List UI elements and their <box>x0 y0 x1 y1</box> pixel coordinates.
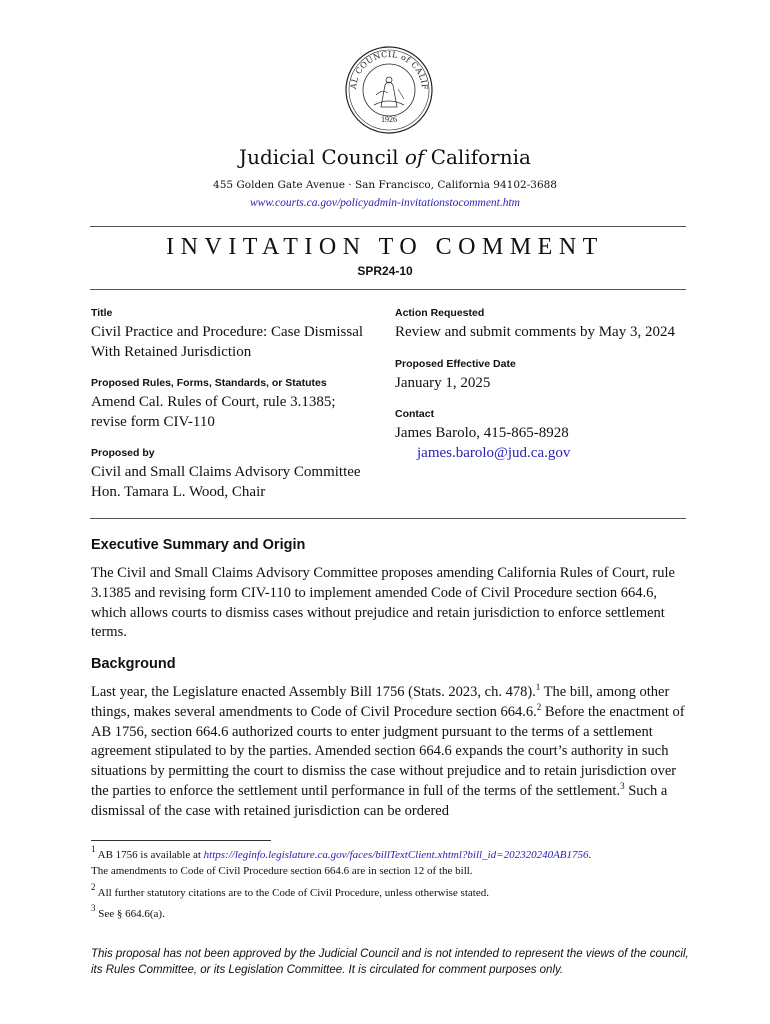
footnote-ref-2[interactable]: 2 <box>536 701 542 712</box>
effective-date-value: January 1, 2025 <box>395 375 491 391</box>
proposed-by-value <box>91 462 361 502</box>
footnote-3-text: See § 664.6(a). <box>95 908 165 920</box>
background-text-part-2: The bill, among other things, makes several amendments to Code of Civil Procedure section 664.6. <box>91 684 670 720</box>
footnote-1-text-b: . <box>588 849 592 861</box>
org-name-of: of <box>404 145 425 169</box>
footnote-2-number: 2 <box>91 882 96 892</box>
action-requested-value: Review and submit comments by May 3, 2024 <box>395 324 675 340</box>
footnote-3 <box>91 903 691 922</box>
contact-label: Contact <box>395 408 435 420</box>
seal-year: 1926 <box>381 115 397 124</box>
rules-line-1: Amend Cal. Rules of Court, rule 3.1385; <box>91 394 336 410</box>
effective-date-label: Proposed Effective Date <box>395 358 516 370</box>
footnote-1-text-a: AB 1756 is available at <box>95 849 204 861</box>
background-text <box>91 683 691 822</box>
footnote-2 <box>91 882 691 901</box>
footnote-3-number: 3 <box>91 903 96 913</box>
footnote-1-number: 1 <box>91 844 96 854</box>
title-line-2: With Retained Jurisdiction <box>91 344 252 360</box>
header-divider <box>90 289 686 290</box>
proposed-by-line-1: Civil and Small Claims Advisory Committee <box>91 464 361 480</box>
title-value <box>91 322 363 362</box>
footnote-divider <box>91 840 271 841</box>
executive-summary-text: The Civil and Small Claims Advisory Committee proposes amending California Rules of Court, rule 3.1385 and revising form CIV-110 to implement amended Code of Civil Procedure section 664.6, which allows courts to dismiss cases without prejudice and retain jurisdiction to enforce settlement terms. <box>91 565 675 641</box>
contact-email-link[interactable]: james.barolo@jud.ca.gov <box>417 445 571 461</box>
title-line-1: Civil Practice and Procedure: Case Dismissal <box>91 324 364 340</box>
background-text-part-4: Such a dismissal of the case with retained jurisdiction can be ordered <box>91 782 668 819</box>
rules-label: Proposed Rules, Forms, Standards, or Statutes <box>91 377 327 389</box>
executive-summary-heading: Executive Summary and Origin <box>91 537 306 553</box>
contact-value <box>395 423 570 463</box>
proposed-by-label: Proposed by <box>91 447 155 459</box>
svg-text:JUDICIAL COUNCIL of CALIFORNIA <box>344 45 429 91</box>
footnote-1-link[interactable]: https://leginfo.legislature.ca.gov/faces/billTextClient.xhtml?bill_id=202320240AB1756 <box>203 849 589 861</box>
footnote-ref-3[interactable]: 3 <box>620 780 625 791</box>
website-link[interactable]: www.courts.ca.gov/policyadmin-invitationstocomment.htm <box>249 197 520 209</box>
contact-name: James Barolo, 415-865-8928 <box>395 425 569 441</box>
background-heading: Background <box>91 656 176 672</box>
footnote-1 <box>91 844 691 879</box>
document-code: SPR24-10 <box>357 264 413 278</box>
seal-text: AL COUNCIL of CALIF <box>348 49 430 91</box>
background-text-part-3: Before the enactment of AB 1756, section 664.6 authorized courts to enter judgment pursuant to the terms of a settlement agreement stipulated to by the parties. Amended section 664.6 expands the court’s authority in such situations by permitting the court to dismiss the case without prejudice and to retain jurisdiction over the parties to enforce the settlement until performance in full of the terms of the settlement. <box>91 703 685 799</box>
rules-value <box>91 392 336 432</box>
action-requested-label: Action Requested <box>395 307 485 319</box>
footnote-1-text-c: The amendments to Code of Civil Procedure section 664.6 are in section 12 of the bill. <box>91 865 473 877</box>
title-label: Title <box>91 307 113 319</box>
proposed-by-line-2: Hon. Tamara L. Wood, Chair <box>91 484 266 500</box>
background-text-part-1: Last year, the Legislature enacted Assembly Bill 1756 (Stats. 2023, ch. 478). <box>91 684 536 700</box>
org-name-part2: California <box>424 145 531 169</box>
address: 455 Golden Gate Avenue · San Francisco, California 94102-3688 <box>213 179 557 191</box>
disclaimer: This proposal has not been approved by the Judicial Council and is not intended to represent the views of the council, its Rules Committee, or its Legislation Committee. It is circulated for comment purposes only. <box>91 948 689 976</box>
organization-title <box>0 145 770 169</box>
document-title: INVITATION TO COMMENT <box>166 234 604 260</box>
top-divider <box>90 226 686 227</box>
judicial-council-seal <box>344 45 434 135</box>
summary-divider <box>90 518 686 519</box>
rules-line-2: revise form CIV-110 <box>91 414 215 430</box>
org-name-part1: Judicial Council <box>239 145 405 169</box>
footnote-2-text: All further statutory citations are to the Code of Civil Procedure, unless otherwise stated. <box>95 887 489 899</box>
footnote-ref-1[interactable]: 1 <box>535 682 541 692</box>
